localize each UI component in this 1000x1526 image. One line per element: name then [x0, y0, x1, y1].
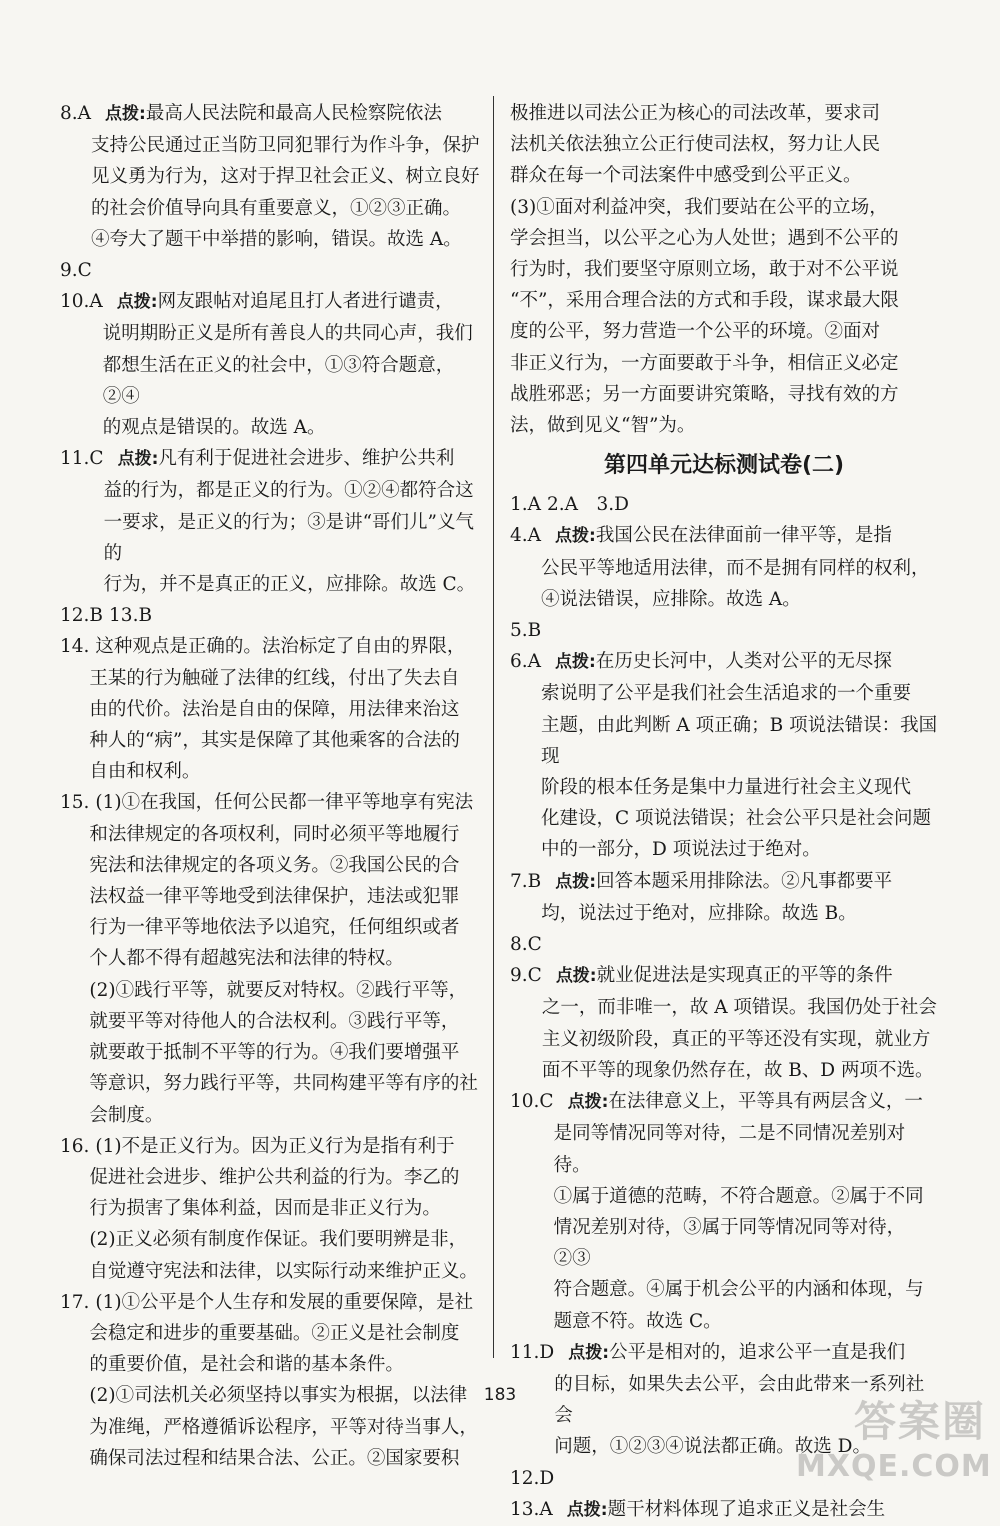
- answer-line: [89, 943, 480, 974]
- answer-text: 我国公民在法律面前一律平等，是指: [595, 525, 892, 547]
- tip-label: 点拨:: [568, 1342, 610, 1363]
- answer-line: [541, 834, 938, 865]
- answer-item: [60, 443, 480, 600]
- answer-line: [89, 881, 480, 912]
- tip-label: 点拨:: [116, 292, 158, 313]
- answer-line: [89, 663, 480, 694]
- answer-text: 会制度。: [89, 1104, 164, 1126]
- answer-text: 行为，并不是真正的正义，应排除。故选 C。: [103, 574, 476, 596]
- answer-text: 个人都不得有超越宪法和法律的特权。: [89, 948, 404, 970]
- right-column: [510, 98, 938, 1526]
- answer-line: [89, 1256, 480, 1287]
- tip-label: 点拨:: [555, 966, 597, 987]
- answer-text: 的观点是错误的。故选 A。: [102, 417, 326, 439]
- answer-line: [89, 725, 480, 756]
- answer-number: 1.A: [510, 494, 542, 516]
- answer-line: [542, 960, 938, 992]
- watermark-line1: 答案圈: [853, 1397, 986, 1446]
- right-column-continuation: [510, 98, 938, 441]
- answer-text: 确保司法过程和结果合法、公正。②国家要积: [89, 1447, 460, 1469]
- answer-number: 12.B: [60, 605, 104, 627]
- continuation-line: 学会担当，以公平之心为人处世；遇到不公平的: [510, 227, 899, 249]
- section-title: 第四单元达标测试卷(二): [603, 453, 845, 479]
- answer-text: (2)①司法机关必须坚持以事实为根据，以法律: [89, 1385, 468, 1407]
- answer-line: [541, 678, 938, 709]
- answer-line: [554, 1118, 938, 1180]
- answer-text: 行为一律平等地依法予以追究，任何组织或者: [89, 917, 460, 939]
- answer-line: [542, 992, 938, 1023]
- answer-text: 这种观点是正确的。法治标定了自由的界限，: [95, 636, 466, 658]
- answer-body: [89, 787, 480, 1130]
- answer-text: (2)正义必须有制度作保证。我们要明辨是非，: [89, 1229, 468, 1251]
- continuation-line: 战胜邪恶；另一方面要讲究策略，寻找有效的方: [510, 383, 899, 405]
- continuation-line: 极推进以司法公正为核心的司法改革，要求司: [510, 103, 881, 124]
- answer-text: 就要平等对待他人的合法权利。③践行平等，: [89, 1010, 460, 1032]
- continuation-line: 行为时，我们要坚守原则立场，敢于对不公平说: [510, 259, 899, 281]
- answer-line: [89, 1193, 480, 1224]
- answer-text: 是同等情况同等对待，二是不同情况差别对待。: [553, 1123, 906, 1176]
- answer-item: [60, 631, 480, 787]
- answer-text: 益的行为，都是正义的行为。①②④都符合这: [103, 480, 474, 502]
- answer-number: 4.A: [510, 525, 542, 547]
- answer-body: [541, 489, 938, 520]
- answer-number: 16.: [60, 1135, 90, 1157]
- answer-text: 最高人民法院和最高人民检察院依法: [145, 103, 442, 124]
- answer-number: 9.C: [510, 965, 542, 987]
- answer-line: [89, 1068, 480, 1099]
- answer-line: [541, 898, 938, 929]
- answer-text: 化建设，C 项说法错误；社会公平只是社会问题: [541, 808, 932, 830]
- answer-line: [89, 1318, 480, 1349]
- continuation-line: 法，做到见义“智”为。: [510, 415, 696, 437]
- answer-line: [103, 286, 480, 318]
- answer-text: 题意不符。故选 C。: [553, 1310, 722, 1332]
- answer-text: 情况差别对待，③属于同等情况同等对待，②③: [553, 1216, 906, 1270]
- answer-line: [89, 1443, 480, 1474]
- answer-line: [554, 1337, 938, 1369]
- answer-line: [104, 569, 480, 600]
- answer-body: [92, 255, 480, 286]
- answer-text: 符合题意。④属于机会公平的内涵和体现，与: [553, 1279, 924, 1301]
- answer-line: [542, 929, 938, 960]
- answer-text: 见义勇为行为，这对于捍卫社会正义、树立良好: [91, 166, 480, 188]
- answer-text: 就业促进法是实现真正的平等的条件: [596, 965, 893, 987]
- answer-text: (1)不是正义行为。因为正义行为是指有利于: [95, 1135, 455, 1157]
- answer-line: [89, 1162, 480, 1193]
- answer-body: [542, 960, 938, 1086]
- answer-body: [104, 443, 480, 600]
- answer-text: 支持公民通过正当防卫同犯罪行为作斗争，保护: [91, 135, 480, 157]
- answer-text: 均，说法过于绝对，应排除。故选 B。: [541, 902, 857, 924]
- answer-line: [92, 255, 480, 286]
- answer-item: [510, 1086, 938, 1337]
- answer-line: [89, 1412, 480, 1443]
- answer-line: [91, 161, 480, 192]
- answer-text: 促进社会进步、维护公共利益的行为。李乙的: [89, 1166, 460, 1188]
- answer-body: [89, 1131, 480, 1287]
- answer-text: ④说法错误，应排除。故选 A。: [541, 588, 801, 610]
- column-divider: [493, 96, 494, 1358]
- answer-text: 的重要价值，是社会和谐的基本条件。: [89, 1354, 404, 1376]
- answer-number: 11.C: [60, 448, 104, 470]
- answer-item: [510, 866, 938, 929]
- answer-line: [104, 443, 480, 475]
- answer-body: [542, 929, 938, 960]
- tip-label: 点拨:: [117, 449, 159, 470]
- answer-text: ①属于道德的范畴，不符合题意。②属于不同: [553, 1185, 924, 1207]
- watermark-logo: [796, 1389, 992, 1484]
- continuation-line: 法机关依法独立公正行使司法权，努力让人民: [510, 134, 881, 156]
- answer-body: [103, 286, 480, 443]
- answer-text: 中的一部分，D 项说法过于绝对。: [541, 839, 821, 861]
- answer-text: 索说明了公平是我们社会生活追求的一个重要: [541, 683, 912, 705]
- answer-line: [541, 489, 938, 520]
- answer-text: 法权益一律平等地受到法律保护，违法或犯罪: [89, 886, 460, 908]
- answer-text: 自觉遵守宪法和法律，以实际行动来维护正义。: [89, 1260, 478, 1282]
- answer-line: [554, 1086, 938, 1118]
- answer-text: 说明期盼正义是所有善良人的共同心声，我们: [102, 323, 473, 345]
- answer-number: 10.C: [510, 1091, 554, 1113]
- answer-line: [89, 631, 480, 662]
- answer-line: [89, 1349, 480, 1380]
- answer-item: [510, 520, 938, 615]
- left-column: [60, 98, 480, 1474]
- answer-text: 公平是相对的，追求公平一直是我们: [609, 1341, 906, 1363]
- answer-text: 就要敢于抵制不平等的行为。④我们要增强平: [89, 1042, 460, 1064]
- answer-text: 的社会价值导向具有重要意义，①②③正确。: [91, 197, 462, 219]
- answer-line: [104, 507, 480, 569]
- answer-text: 回答本题采用排除法。②凡事都要平: [596, 870, 893, 892]
- answer-body: [91, 98, 480, 255]
- answer-line: [89, 756, 480, 787]
- continuation-line: 度的公平，努力营造一个公平的环境。②面对: [510, 321, 881, 343]
- answer-body: [541, 866, 938, 929]
- answer-line: [89, 1100, 480, 1131]
- answer-text: 面不平等的现象仍然存在，故 B、D 两项不选。: [541, 1059, 934, 1081]
- answer-text: 都想生活在正义的社会中，①③符合题意，②④: [102, 354, 455, 407]
- answer-number: 17.: [60, 1291, 90, 1313]
- answer-text: 自由和权利。: [89, 761, 201, 783]
- answer-line: [89, 1037, 480, 1068]
- answer-line: [91, 130, 480, 161]
- answer-item: [510, 960, 938, 1086]
- answer-text: 13.B: [109, 605, 153, 627]
- answer-item: [510, 489, 938, 520]
- answer-text: 宪法和法律规定的各项义务。②我国公民的合: [89, 854, 460, 876]
- answer-item: [510, 929, 938, 960]
- answer-line: [541, 520, 938, 552]
- answer-line: [89, 912, 480, 943]
- answer-item: [60, 1131, 480, 1287]
- answer-text: 行为损害了集体利益，因而是非正义行为。: [89, 1198, 441, 1220]
- answer-line: [89, 975, 480, 1006]
- answer-line: [89, 1006, 480, 1037]
- answer-line: [89, 787, 480, 818]
- answer-text: 之一，而非唯一，故 A 项错误。我国仍处于社会: [541, 997, 937, 1019]
- answer-text: (1)①公平是个人生存和发展的重要保障，是社: [95, 1291, 474, 1313]
- answer-text: 主义初级阶段，真正的平等还没有实现，就业方: [541, 1028, 931, 1050]
- answer-text: 问题，①②③④说法都正确。故选 D。: [554, 1436, 871, 1458]
- answer-text: 为准绳，严格遵循诉讼程序，平等对待当事人，: [89, 1416, 478, 1438]
- answer-line: [541, 772, 938, 803]
- answer-line: [89, 694, 480, 725]
- answer-number: 14.: [60, 636, 90, 658]
- answer-item: [60, 98, 480, 255]
- answer-item: [510, 615, 938, 646]
- answer-line: [91, 98, 480, 130]
- answer-text: 在法律意义上，平等具有两层含义，一: [608, 1091, 923, 1113]
- answer-item: [60, 600, 480, 631]
- tip-label: 点拨:: [567, 1092, 609, 1113]
- answer-body: [89, 1287, 480, 1474]
- answer-item: [60, 286, 480, 443]
- answer-text: 题干材料体现了追求正义是社会生: [607, 1498, 886, 1520]
- answer-number: 7.B: [510, 870, 542, 892]
- continuation-line: “不”，采用合理合法的方式和手段，谋求最大限: [510, 290, 899, 312]
- answer-line: [541, 710, 938, 772]
- answer-text: 由的代价。法治是自由的保障，用法律来治这: [89, 698, 460, 720]
- answer-body: [103, 600, 480, 631]
- answer-number: 12.D: [510, 1467, 555, 1489]
- answer-body: [553, 1494, 938, 1526]
- answer-item: [510, 1494, 938, 1526]
- answer-text: 公民平等地适用法律，而不是拥有同样的权利，: [541, 557, 930, 579]
- tip-label: 点拨:: [566, 1499, 608, 1520]
- answer-text: 主题，由此判断 A 项正确；B 项说法错误：我国现: [541, 714, 938, 767]
- answer-body: [554, 1086, 938, 1337]
- answer-text: 2.A 3.D: [547, 494, 630, 516]
- answer-line: [554, 1274, 938, 1305]
- answer-text: 和法律规定的各项权利，同时必须平等地履行: [89, 823, 460, 845]
- answer-number: 10.A: [60, 291, 103, 313]
- continuation-line: 群众在每一个司法案件中感受到公平正义。: [510, 165, 862, 187]
- answer-line: [103, 600, 480, 631]
- answer-line: [103, 412, 480, 443]
- answer-line: [91, 193, 480, 224]
- page-number: 183: [483, 1385, 517, 1405]
- answer-body: [541, 615, 938, 646]
- answer-text: 种人的“病”，其实是保障了其他乘客的合法的: [89, 730, 460, 752]
- answer-number: 9.C: [60, 260, 92, 282]
- answer-text: 在历史长河中，人类对公平的无尽探: [595, 651, 892, 673]
- answer-line: [541, 646, 938, 678]
- continuation-line: 非正义行为，一方面要敢于斗争，相信正义必定: [510, 352, 899, 374]
- answer-item: [60, 255, 480, 286]
- answer-line: [91, 224, 480, 255]
- tip-label: 点拨:: [105, 104, 146, 124]
- answer-body: [541, 646, 938, 865]
- answer-number: 13.A: [510, 1498, 553, 1520]
- answer-line: [554, 1212, 938, 1274]
- answer-number: 11.D: [510, 1341, 555, 1363]
- answer-item: [510, 646, 938, 865]
- answer-line: [89, 819, 480, 850]
- answer-number: 8.C: [510, 934, 542, 956]
- answer-item: [60, 787, 480, 1130]
- answer-line: [541, 866, 938, 898]
- answer-body: [541, 520, 938, 615]
- answer-line: [553, 1494, 938, 1526]
- answer-line: [554, 1181, 938, 1212]
- answer-number: 5.B: [510, 620, 542, 642]
- answer-text: 一要求，是正义的行为；③是讲“哥们儿”义气的: [103, 511, 474, 564]
- answer-text: (2)①践行平等，就要反对特权。②践行平等，: [89, 979, 468, 1001]
- right-column-items: [510, 489, 938, 1526]
- answer-number: 8.A: [60, 103, 92, 124]
- answer-item: [60, 1287, 480, 1474]
- answer-number: 15.: [60, 792, 90, 814]
- answer-text: 的目标，如果失去公平，会由此带来一系列社会: [554, 1373, 925, 1427]
- answer-line: [554, 1306, 938, 1337]
- continuation-line: (3)①面对利益冲突，我们要站在公平的立场，: [510, 196, 888, 218]
- answer-line: [541, 553, 938, 584]
- tip-label: 点拨:: [555, 871, 597, 892]
- answer-line: [542, 1024, 938, 1055]
- answer-line: [89, 1131, 480, 1162]
- answer-text: 王某的行为触碰了法律的红线，付出了失去自: [89, 667, 460, 689]
- tip-label: 点拨:: [555, 652, 596, 673]
- answer-text: 凡有利于促进社会进步、维护公共利: [158, 448, 455, 470]
- answer-line: [104, 475, 480, 506]
- answer-line: [103, 318, 480, 349]
- answer-text: ④夸大了题干中举措的影响，错误。故选 A。: [91, 228, 462, 250]
- answer-text: 等意识，努力践行平等，共同构建平等有序的社: [89, 1073, 478, 1095]
- answer-line: [89, 1287, 480, 1318]
- answer-line: [541, 803, 938, 834]
- answer-line: [541, 584, 938, 615]
- answer-line: [103, 350, 480, 412]
- answer-text: 会稳定和进步的重要基础。②正义是社会制度: [89, 1322, 460, 1344]
- answer-line: [89, 850, 480, 881]
- answer-line: [541, 615, 938, 646]
- tip-label: 点拨:: [555, 526, 596, 547]
- answer-text: (1)①在我国，任何公民都一律平等地享有宪法: [95, 792, 474, 814]
- answer-body: [89, 631, 480, 787]
- answer-line: [89, 1224, 480, 1255]
- answer-text: 网友跟帖对追尾且打人者进行谴责，: [157, 291, 454, 313]
- watermark-line2: MXQE.COM: [796, 1449, 992, 1484]
- answer-line: [542, 1055, 938, 1086]
- answer-text: 阶段的根本任务是集中力量进行社会主义现代: [541, 777, 912, 799]
- answer-number: 6.A: [510, 651, 542, 673]
